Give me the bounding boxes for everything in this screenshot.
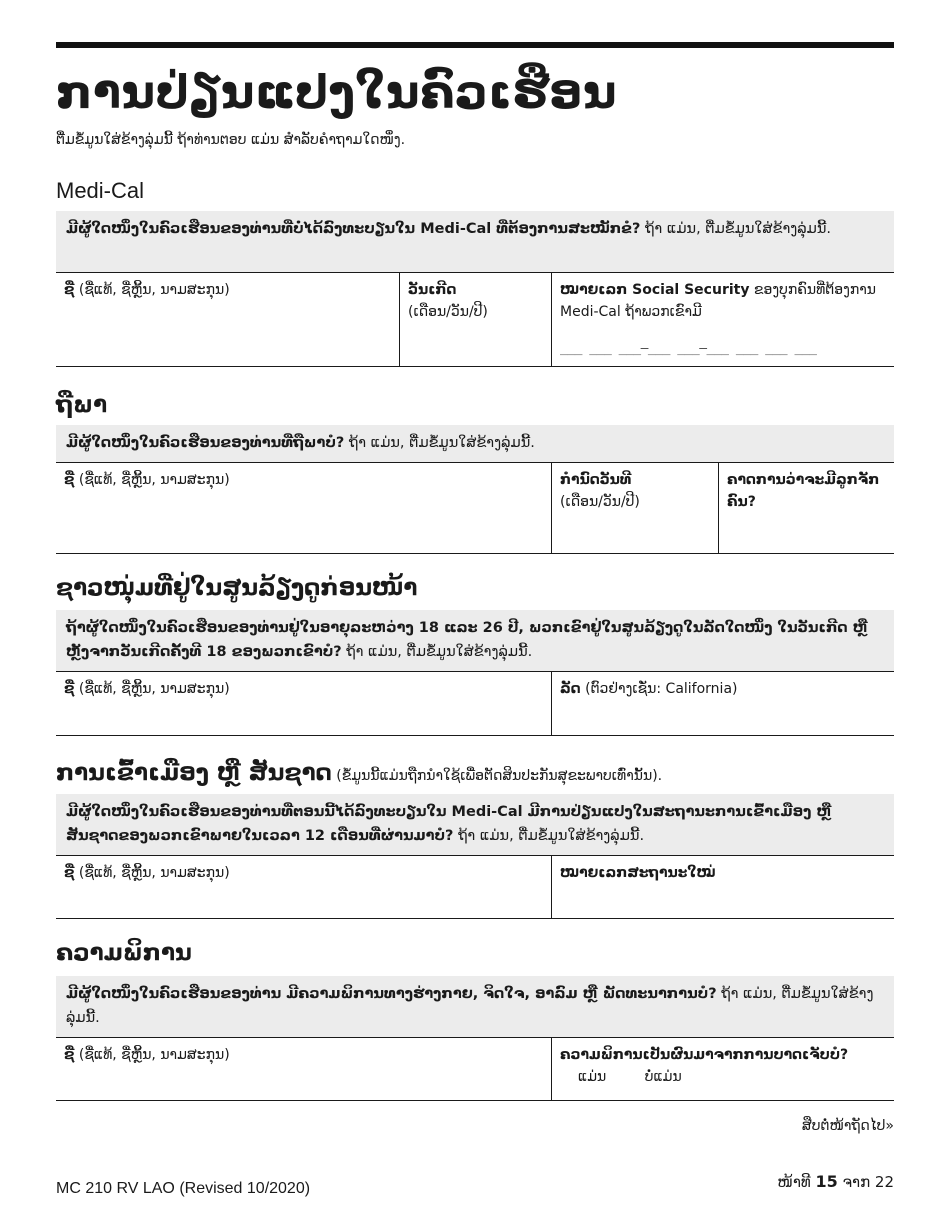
disability-name-sub: (ຊື່ແທ້, ຊື່ຫຼິ້ນ, ນາມສະກຸນ) [74, 1047, 230, 1063]
disability-name-cell[interactable] [56, 1038, 551, 1100]
pregnancy-babies-cell[interactable] [718, 463, 894, 553]
immigration-name-cell[interactable] [56, 856, 551, 918]
pregnancy-name-label: ຊື່ [64, 472, 75, 488]
top-rule [56, 42, 894, 48]
disability-heading: ຄວາມພິການ [56, 940, 192, 966]
page-number [777, 1172, 894, 1191]
pregnancy-babies-label: ຄາດການວ່າຈະມີລູກຈັກຄົນ? [727, 472, 880, 510]
page-sep: ຈາກ [837, 1173, 875, 1191]
medi-cal-dob-sub: (ເດືອນ/ວັນ/ປີ) [408, 304, 488, 320]
disability-yes-option[interactable]: ແມ່ນ [578, 1069, 607, 1085]
medi-cal-ssn-sub: ຂອງບຸກຄົນທີ່ຕ້ອງການ Medi-Cal ຖ້າພວກເຂົາມີ [560, 282, 877, 320]
immigration-name-label: ຊື່ [64, 865, 75, 881]
immigration-heading-text: ການເຂົ້າເມືອງ ຫຼື ສັນຊາດ [56, 760, 332, 786]
continue-next-page: ສືບຕໍ່ໜ້າຖັດໄປ» [801, 1118, 894, 1134]
immigration-question [56, 794, 894, 856]
medi-cal-row [56, 273, 894, 367]
form-id: MC 210 RV LAO (Revised 10/2020) [56, 1180, 311, 1197]
foster-question-rest: ຖ້າ ແມ່ນ, ຕື່ມຂໍ້ມູນໃສ່ຂ້າງລຸ່ມນີ້. [341, 644, 533, 660]
medi-cal-question-rest: ຖ້າ ແມ່ນ, ຕື່ມຂໍ້ມູນໃສ່ຂ້າງລຸ່ມນີ້. [640, 221, 832, 237]
pregnancy-question-rest: ຖ້າ ແມ່ນ, ຕື່ມຂໍ້ມູນໃສ່ຂ້າງລຸ່ມນີ້. [344, 435, 535, 451]
page-current: 15 [815, 1172, 838, 1191]
disability-injury-cell [551, 1038, 894, 1100]
foster-question [56, 610, 894, 672]
immigration-heading [56, 758, 662, 791]
disability-question-rest: ຖ້າ ແມ່ນ, ຕື່ມຂໍ້ມູນໃສ່ຂ້າງລຸ່ມນີ້. [66, 986, 874, 1026]
disability-injury-label: ຄວາມພິການເປັນຜົນມາຈາກການບາດເຈັບບໍ? [560, 1047, 849, 1063]
immigration-status-cell[interactable] [551, 856, 894, 918]
pregnancy-question [56, 425, 894, 463]
pregnancy-name-sub: (ຊື່ແທ້, ຊື່ຫຼິ້ນ, ນາມສະກຸນ) [74, 472, 230, 488]
pregnancy-due-sub: (ເດືອນ/ວັນ/ປີ) [560, 494, 640, 510]
foster-state-label: ລັດ [560, 681, 581, 697]
foster-question-bold: ຖ້າຜູ້ໃດໜຶ່ງໃນຄົວເຮືອນຂອງທ່ານຢູ່ໃນອາຍຸລະຫວ່າງ 18 ແລະ 26 ປີ, ພວກເຂົາຢູ່ໃນສູນລ້ຽງດູໃນລັດໃດໜຶ່ງ ໃນວັນເກີດ ຫຼື ຫຼັງຈາກວັນເກີດຄັ້ງທີ 18 ຂອງພວກເຂົາບໍ? [66, 620, 868, 660]
medi-cal-ssn-cell[interactable] [551, 273, 894, 366]
foster-name-cell[interactable] [56, 672, 551, 735]
foster-name-sub: (ຊື່ແທ້, ຊື່ຫຼິ້ນ, ນາມສະກຸນ) [74, 681, 230, 697]
pregnancy-due-label: ກໍານົດວັນທີ [560, 472, 632, 488]
pregnancy-row [56, 463, 894, 554]
immigration-row [56, 856, 894, 919]
foster-name-label: ຊື່ [64, 681, 75, 697]
foster-state-cell[interactable] [551, 672, 894, 735]
foster-state-sub: (ຕົວຢ່າງເຊັ່ນ: California) [580, 681, 738, 697]
disability-row [56, 1038, 894, 1101]
foster-heading: ຊາວໜຸ່ມທີ່ຢູ່ໃນສູນລ້ຽງດູກ່ອນໜ້າ [56, 575, 418, 601]
pregnancy-due-cell[interactable] [551, 463, 718, 553]
medi-cal-name-label: ຊື່ [64, 282, 75, 298]
immigration-note: (ຂໍ້ມູນນີ້ແມ່ນຖືກນໍາໃຊ້ເພື່ອຕັດສິນປະກັນສຸຂະພາບເທົ່ານັ້ນ). [331, 768, 663, 784]
disability-question-bold: ມີຜູ້ໃດໜຶ່ງໃນຄົວເຮືອນຂອງທ່ານ ມີຄວາມພິການທາງຮ່າງກາຍ, ຈິດໃຈ, ອາລົມ ຫຼື ພັດທະນາການບໍ? [66, 986, 717, 1002]
medi-cal-name-sub: (ຊື່ແທ້, ຊື່ຫຼິ້ນ, ນາມສະກຸນ) [74, 282, 230, 298]
medi-cal-ssn-label: ໝາຍເລກ Social Security [560, 282, 750, 298]
pregnancy-name-cell[interactable] [56, 463, 551, 553]
page-title: ການປ່ຽນແປງໃນຄົວເຮືອນ [56, 65, 617, 119]
disability-name-label: ຊື່ [64, 1047, 75, 1063]
pregnancy-question-bold: ມີຜູ້ໃດໜຶ່ງໃນຄົວເຮືອນຂອງທ່ານທີ່ຖືພາບໍ? [66, 435, 345, 451]
intro-text: ຕື່ມຂໍ້ມູນໃສ່ຂ້າງລຸ່ມນີ້ ຖ້າທ່ານຕອບ ແມ່ນ ສໍາລັບຄໍາຖາມໃດໜຶ່ງ. [56, 132, 406, 148]
medi-cal-question [56, 211, 894, 273]
medi-cal-dob-cell[interactable] [399, 273, 551, 366]
immigration-question-bold: ມີຜູ້ໃດໜຶ່ງໃນຄົວເຮືອນຂອງທ່ານທີ່ຕອນນີ້ໄດ້ລົງທະບຽນໃນ Medi-Cal ມີການປ່ຽນແປງໃນສະຖານະການເຂົ້າເມືອງ ຫຼື ສັນຊາດຂອງພວກເຂົາພາຍໃນເວລາ 12 ເດືອນທີ່ຜ່ານມາບໍ? [66, 804, 832, 844]
pregnancy-heading: ຖືພາ [56, 392, 108, 418]
medi-cal-question-bold: ມີຜູ້ໃດໜຶ່ງໃນຄົວເຮືອນຂອງທ່ານທີ່ບໍ່ໄດ້ລົງທະບຽນໃນ Medi-Cal ທີ່ຕ້ອງການສະໝັກຂໍ? [66, 221, 641, 237]
immigration-question-rest: ຖ້າ ແມ່ນ, ຕື່ມຂໍ້ມູນໃສ່ຂ້າງລຸ່ມນີ້. [453, 828, 645, 844]
medi-cal-name-cell[interactable] [56, 273, 399, 366]
medi-cal-heading: Medi-Cal [56, 178, 145, 203]
medi-cal-dob-label: ວັນເກີດ [408, 282, 457, 298]
disability-question [56, 976, 894, 1038]
immigration-name-sub: (ຊື່ແທ້, ຊື່ຫຼິ້ນ, ນາມສະກຸນ) [74, 865, 230, 881]
immigration-status-label: ໝາຍເລກສະຖານະໃໝ່ [560, 865, 716, 881]
page-prefix: ໜ້າທີ [777, 1173, 816, 1191]
disability-no-option[interactable]: ບໍ່ແມ່ນ [644, 1069, 682, 1085]
foster-row [56, 672, 894, 736]
ssn-entry-lines: ___ ___ ___–___ ___–___ ___ ___ ___ [560, 341, 817, 356]
page-total: 22 [874, 1173, 894, 1191]
